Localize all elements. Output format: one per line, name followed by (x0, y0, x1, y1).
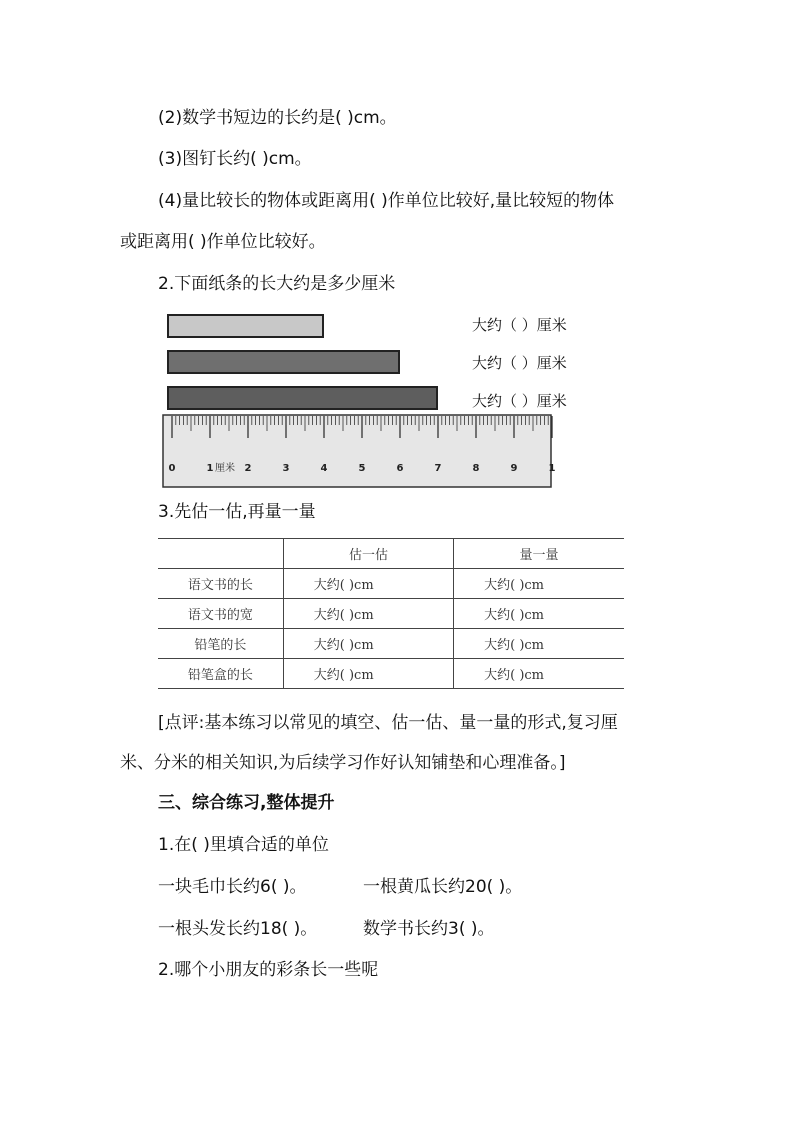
table-header-measure: 量一量 (454, 539, 624, 569)
comment-line2: 米、分米的相关知识,为后续学习作好认知铺垫和心理准备。] (120, 753, 566, 773)
table-header-blank (158, 539, 283, 569)
row-measure: 大约( )cm (454, 599, 624, 629)
row-name: 铅笔盒的长 (158, 659, 283, 689)
estimate-table (158, 538, 624, 689)
ruler-tick-label: 8 (472, 463, 480, 474)
strip-label-1: 大约（ ）厘米 (472, 316, 567, 334)
comment-line1: [点评:基本练习以常见的填空、估一估、量一量的形式,复习厘 (158, 713, 618, 733)
section3-q1-c: 一根头发长约18( )。 (158, 919, 318, 939)
ruler-tick-label: 3 (282, 463, 290, 474)
item-3: (3)图钉长约( )cm。 (158, 149, 312, 169)
ruler-tick-label: 5 (358, 463, 366, 474)
table-row (158, 659, 624, 689)
row-measure: 大约( )cm (454, 569, 624, 599)
row-estimate: 大约( )cm (283, 659, 453, 689)
section3-q1-title: 1.在( )里填合适的单位 (158, 835, 329, 855)
ruler-unit-label: 厘米 (215, 463, 235, 474)
section3-heading: 三、综合练习,整体提升 (158, 793, 335, 813)
row-measure: 大约( )cm (454, 629, 624, 659)
q2-title: 2.下面纸条的长大约是多少厘米 (158, 274, 396, 294)
ruler-tick-label: 4 (320, 463, 328, 474)
table-row (158, 599, 624, 629)
table-row (158, 569, 624, 599)
row-estimate: 大约( )cm (283, 569, 453, 599)
row-name: 铅笔的长 (158, 629, 283, 659)
paper-strip-1 (167, 314, 324, 338)
strip-label-2: 大约（ ）厘米 (472, 354, 567, 372)
section3-q1-d: 数学书长约3( )。 (363, 919, 495, 939)
ruler-tick-label: 9 (510, 463, 518, 474)
item-4-line1: (4)量比较长的物体或距离用( )作单位比较好,量比较短的物体 (158, 191, 615, 211)
ruler-tick-label: 1 (206, 463, 214, 474)
section3-q2-title: 2.哪个小朋友的彩条长一些呢 (158, 960, 379, 980)
ruler-tick-label: 0 (168, 463, 176, 474)
q3-title: 3.先估一估,再量一量 (158, 502, 316, 522)
ruler (162, 414, 556, 488)
item-2: (2)数学书短边的长约是( )cm。 (158, 108, 397, 128)
strip-label-3: 大约（ ）厘米 (472, 392, 567, 410)
ruler-tick-label: 6 (396, 463, 404, 474)
table-header-row (158, 539, 624, 569)
table-row (158, 629, 624, 659)
paper-strip-2 (167, 350, 400, 374)
item-4-line2: 或距离用( )作单位比较好。 (120, 232, 326, 252)
row-estimate: 大约( )cm (283, 629, 453, 659)
row-name: 语文书的长 (158, 569, 283, 599)
row-name: 语文书的宽 (158, 599, 283, 629)
section3-q1-b: 一根黄瓜长约20( )。 (363, 877, 523, 897)
section3-q1-a: 一块毛巾长约6( )。 (158, 877, 307, 897)
ruler-tick-label: 1 (548, 463, 556, 474)
paper-strip-3 (167, 386, 438, 410)
row-estimate: 大约( )cm (283, 599, 453, 629)
table-header-estimate: 估一估 (283, 539, 453, 569)
row-measure: 大约( )cm (454, 659, 624, 689)
ruler-body (163, 415, 551, 487)
ruler-tick-label: 7 (434, 463, 442, 474)
ruler-tick-label: 2 (244, 463, 252, 474)
